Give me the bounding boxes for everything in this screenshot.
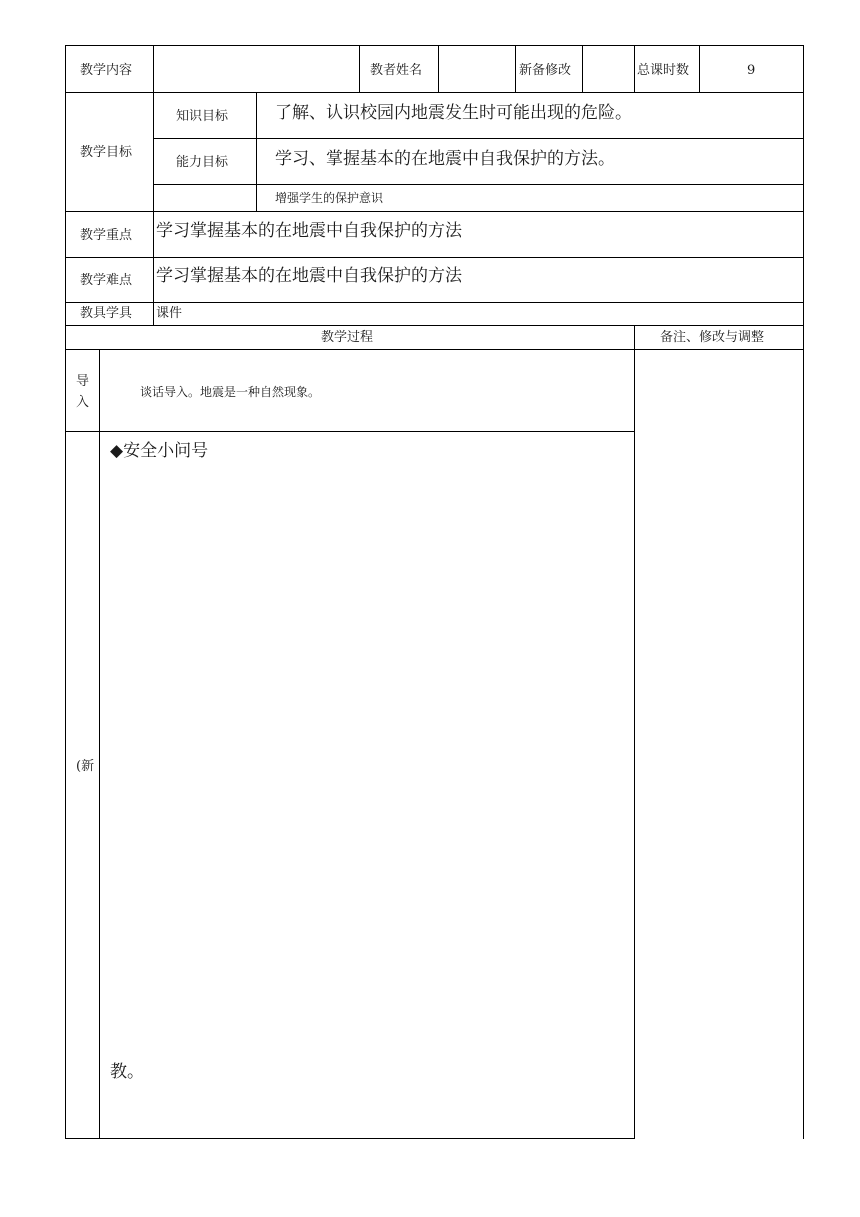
- tools-label: 教具学具: [80, 306, 133, 321]
- rule-subcolumn: [256, 92, 257, 211]
- intro-label-2: 入: [76, 395, 90, 410]
- rule-ability-bottom: [153, 184, 803, 185]
- rule-header-bottom: [65, 92, 803, 93]
- rule-h1: [359, 45, 360, 92]
- rule-left-edge: [65, 45, 66, 1139]
- hours-label: 总课时数: [637, 63, 690, 78]
- rule-h3: [515, 45, 516, 92]
- rule-top: [65, 45, 803, 46]
- hours-value: 9: [747, 63, 756, 78]
- rule-process-bottom: [65, 1138, 634, 1139]
- rule-process-label-column: [99, 349, 100, 1139]
- rule-objectives-bottom: [65, 211, 803, 212]
- intro-label-1: 导: [76, 374, 90, 389]
- rule-knowledge-bottom: [153, 138, 803, 139]
- knowledge-label: 知识目标: [176, 109, 229, 124]
- tools-text: 课件: [156, 306, 183, 321]
- revise-label: 新备修改: [519, 63, 572, 78]
- knowledge-text: 了解、认识校园内地震发生时可能出现的危险。: [275, 103, 632, 123]
- content-label: 教学内容: [80, 63, 133, 78]
- rule-tools-bottom: [65, 325, 803, 326]
- rule-h6: [699, 45, 700, 92]
- rule-difficulty-bottom: [65, 302, 803, 303]
- key-point-text: 学习掌握基本的在地震中自我保护的方法: [156, 221, 462, 241]
- intro-text: 谈话导入。地震是一种自然现象。: [140, 385, 321, 399]
- emotion-text: 增强学生的保护意识: [275, 191, 384, 205]
- rule-label-column: [153, 45, 154, 325]
- ability-text: 学习、掌握基本的在地震中自我保护的方法。: [275, 149, 615, 169]
- process-header: 教学过程: [321, 330, 374, 345]
- rule-h4: [582, 45, 583, 92]
- rule-key-bottom: [65, 257, 803, 258]
- rule-right-edge: [803, 45, 804, 1139]
- rule-process-header-bottom: [65, 349, 803, 350]
- rule-h2: [438, 45, 439, 92]
- rule-h5: [634, 45, 635, 92]
- new-lesson-end: 教。: [110, 1062, 144, 1082]
- notes-header: 备注、修改与调整: [660, 330, 765, 345]
- difficulty-label: 教学难点: [80, 273, 133, 288]
- ability-label: 能力目标: [176, 155, 229, 170]
- rule-notes-divider: [634, 325, 635, 1139]
- teacher-label: 教者姓名: [370, 63, 423, 78]
- key-point-label: 教学重点: [80, 228, 133, 243]
- rule-intro-bottom: [65, 431, 634, 432]
- new-lesson-label: (新: [76, 759, 95, 774]
- objectives-label: 教学目标: [80, 145, 133, 160]
- new-lesson-bullet: ◆安全小问号: [110, 441, 209, 461]
- difficulty-text: 学习掌握基本的在地震中自我保护的方法: [156, 266, 462, 286]
